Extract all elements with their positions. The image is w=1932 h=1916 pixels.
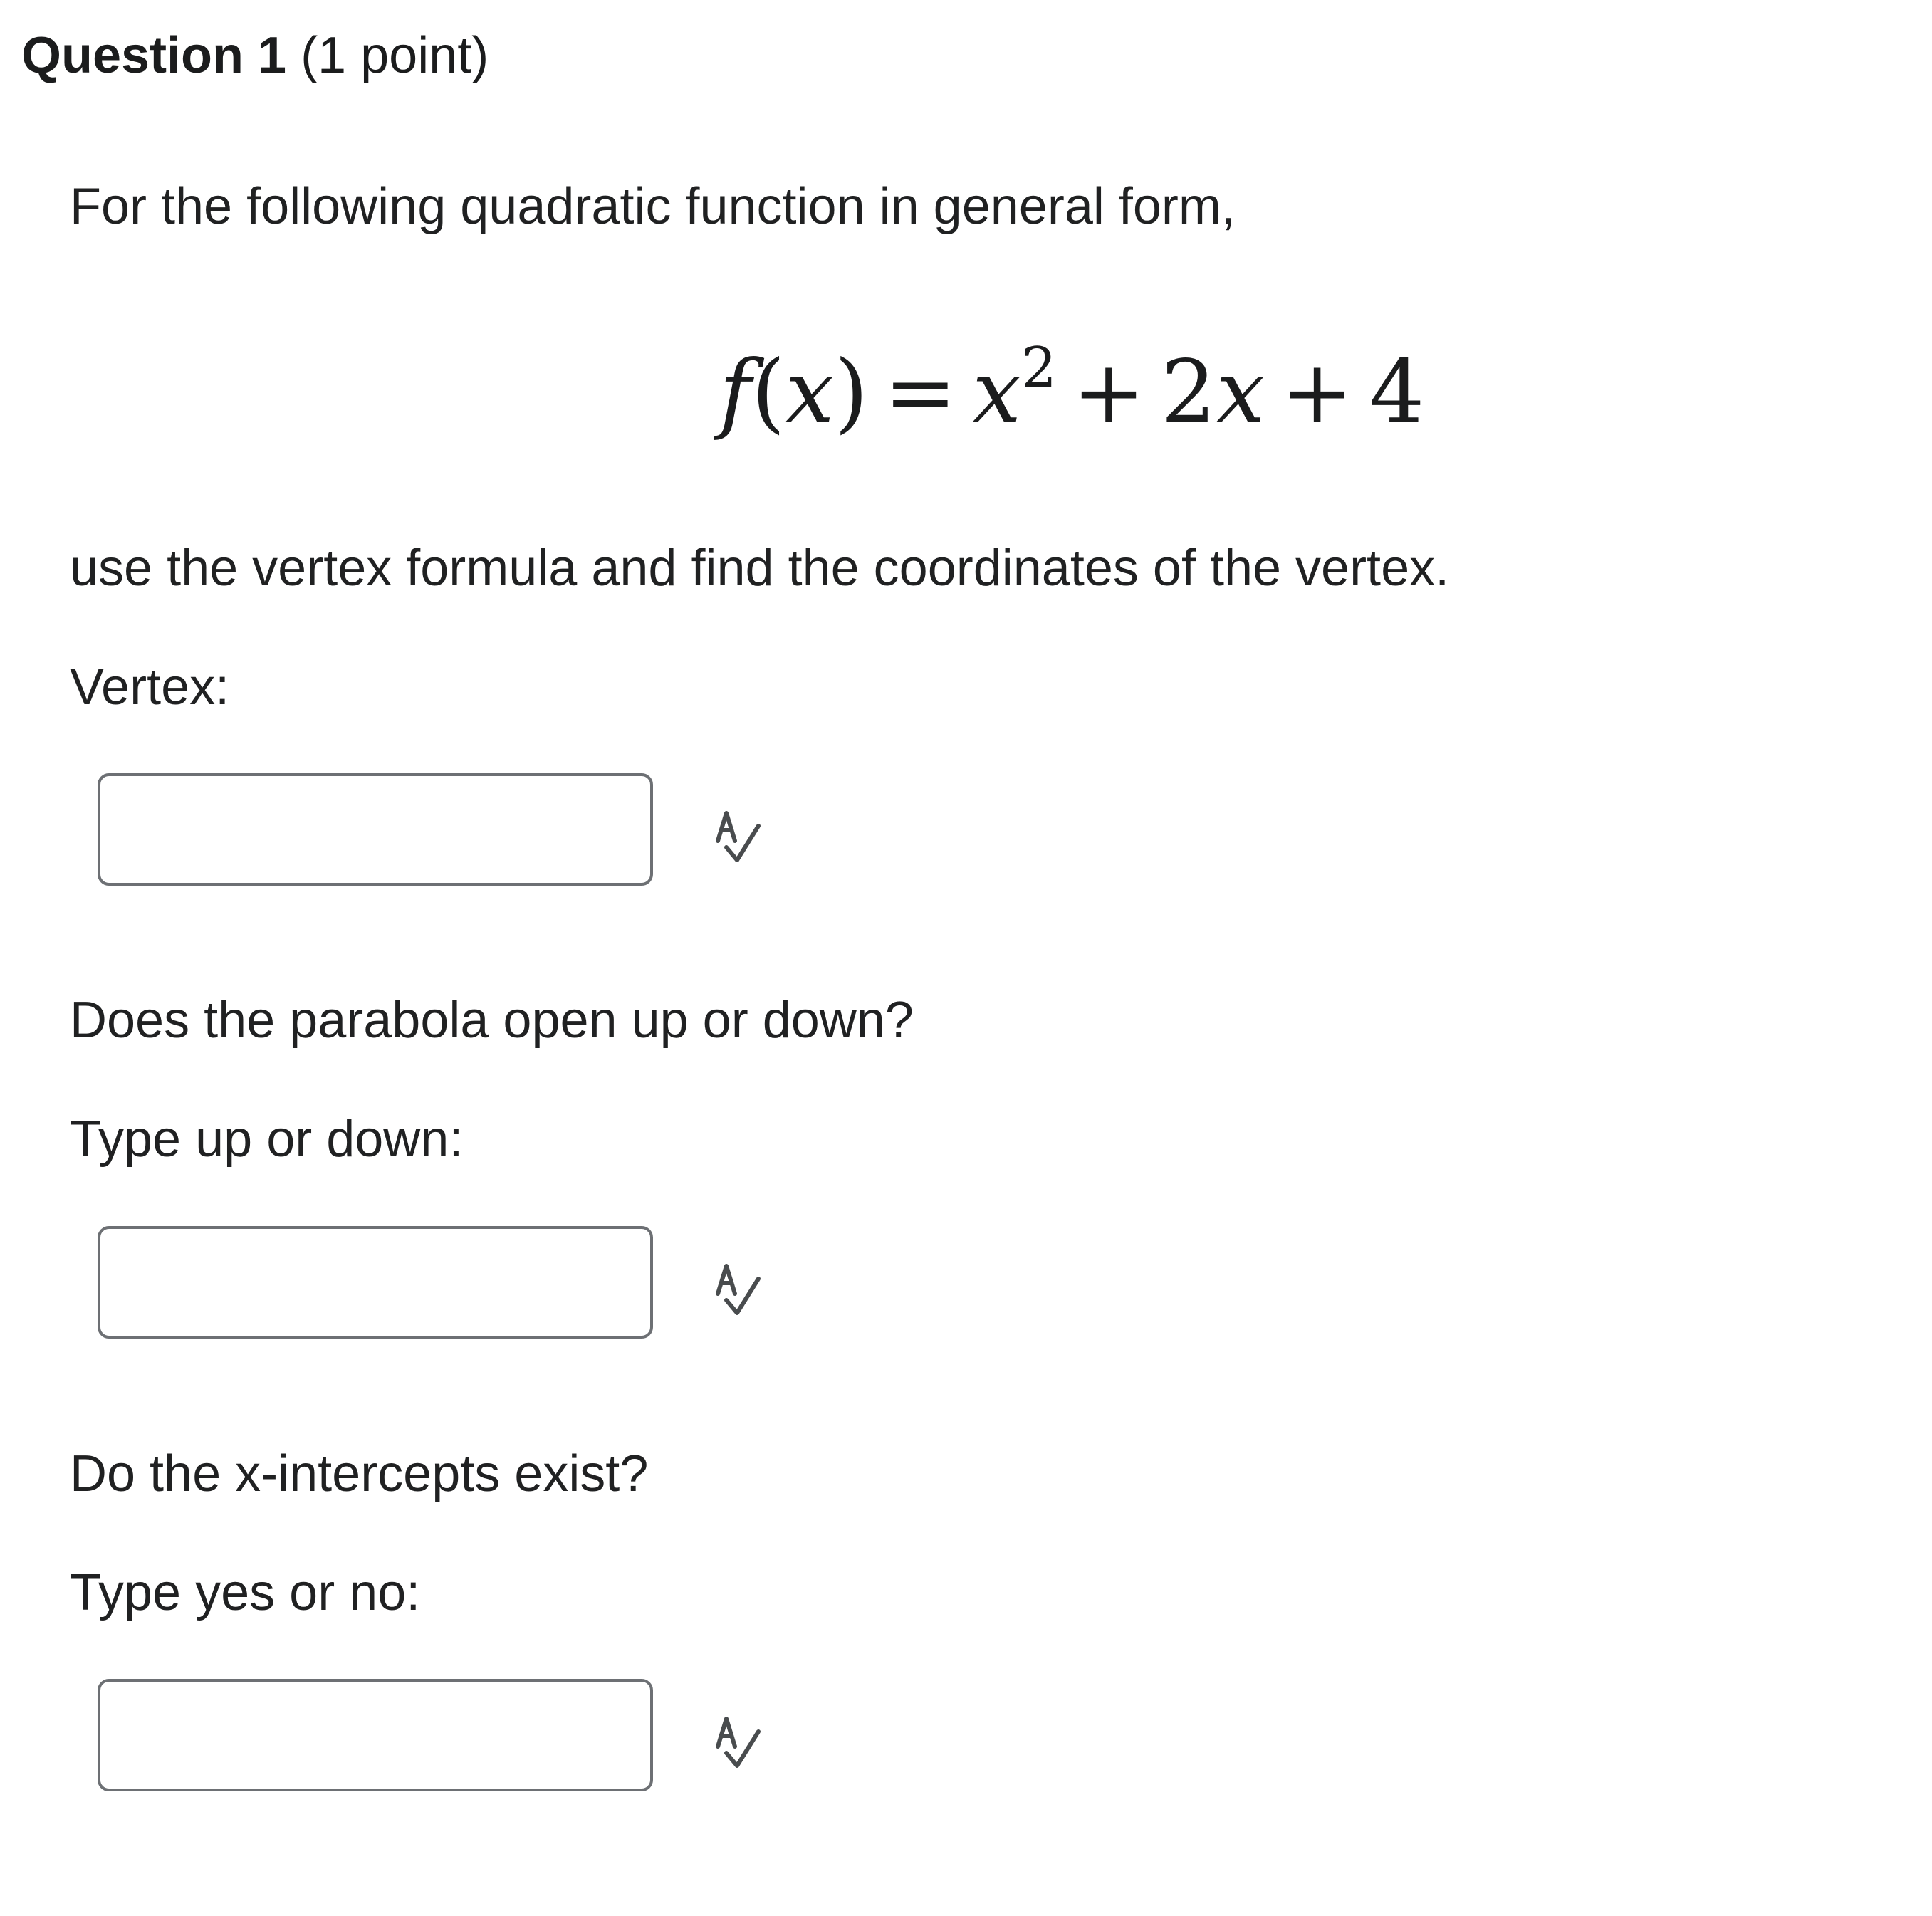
question-points: (1 point)	[301, 27, 489, 84]
equation-open-paren: (	[751, 341, 785, 443]
equation-plus-2: +	[1280, 341, 1354, 443]
spell-check-icon[interactable]	[705, 1257, 769, 1321]
equation-term1-var: x	[972, 341, 1022, 443]
direction-question: Does the parabola open up or down?	[70, 992, 914, 1049]
equation	[719, 313, 1424, 453]
equation-constant: 4	[1369, 341, 1425, 443]
equation-equals: =	[884, 341, 957, 443]
intercepts-question: Do the x-intercepts exist?	[70, 1445, 649, 1502]
equation-arg: x	[785, 341, 835, 443]
intercepts-label: Type yes or no:	[70, 1564, 421, 1621]
equation-term2-var: x	[1216, 341, 1265, 443]
equation-term2-coef: 2	[1161, 341, 1216, 443]
question-header	[21, 20, 489, 91]
spell-check-icon[interactable]	[705, 1710, 769, 1774]
prompt-intro: For the following quadratic function in general form,	[70, 178, 1236, 235]
equation-exponent: 2	[1021, 336, 1057, 400]
vertex-input[interactable]	[98, 773, 653, 886]
equation-close-paren: )	[834, 341, 869, 443]
equation-function: f	[719, 341, 752, 443]
vertex-label: Vertex:	[70, 659, 230, 716]
question-title: Question 1	[21, 27, 287, 84]
equation-plus-1: +	[1072, 341, 1146, 443]
direction-input[interactable]	[98, 1226, 653, 1339]
prompt-instruction: use the vertex formula and find the coordinates of the vertex.	[70, 540, 1450, 597]
intercepts-input[interactable]	[98, 1679, 653, 1791]
spell-check-icon[interactable]	[705, 805, 769, 869]
direction-label: Type up or down:	[70, 1111, 464, 1168]
